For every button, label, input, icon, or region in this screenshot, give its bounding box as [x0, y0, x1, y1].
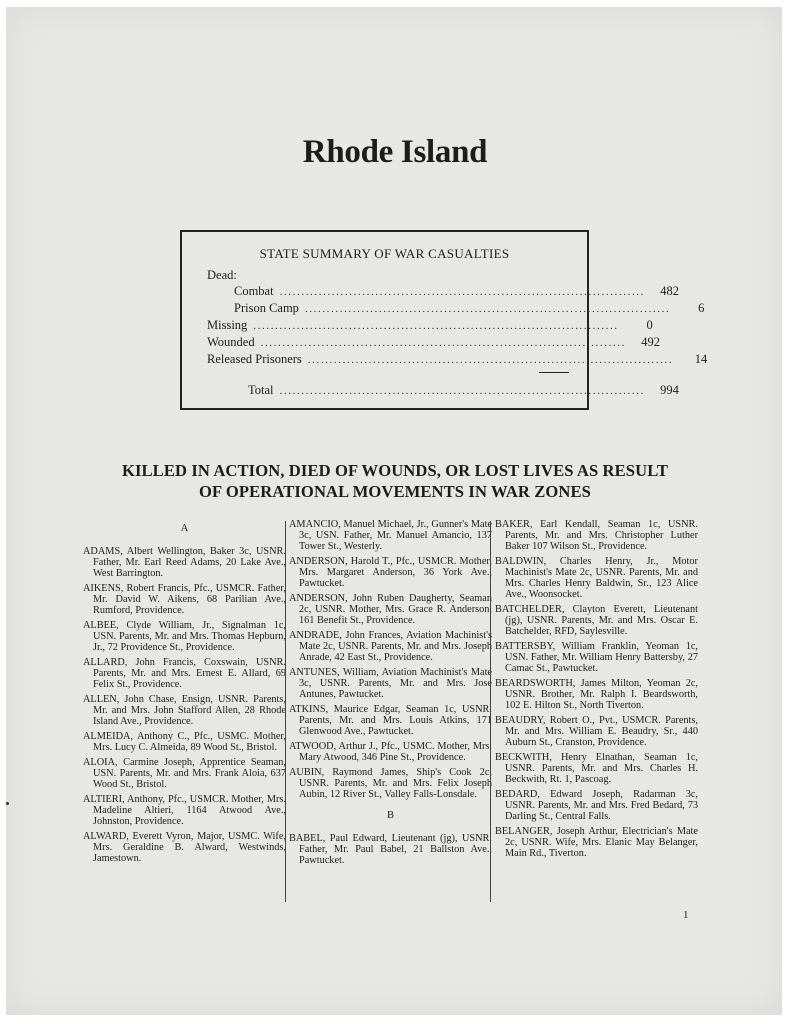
casualty-entry: BELANGER, Joseph Arthur, Electrician's Mate 2c, USNR. Wife, Mrs. Elanic May Belanger, Main Rd., Tiverton.: [495, 826, 698, 859]
summary-value: 492: [641, 335, 661, 349]
summary-row-missing: [207, 318, 653, 334]
casualty-column-3: [495, 519, 698, 863]
casualty-entry: ANDRADE, John Frances, Aviation Machinist's Mate 2c, USNR. Parents, Mr. and Mrs. Joseph Anrade, 42 East St., Providence.: [289, 630, 492, 663]
dot-leader: ....................................................................................: [279, 286, 645, 298]
casualty-entry: ALOIA, Carmine Joseph, Apprentice Seaman, USN. Parents, Mr. and Mrs. Frank Aloia, 637 Wood St., Bristol.: [83, 757, 286, 790]
summary-heading: STATE SUMMARY OF WAR CASUALTIES: [259, 246, 510, 261]
casualty-entry: AIKENS, Robert Francis, Pfc., USMCR. Father, Mr. David W. Aikens, 68 Parilian Ave., Rumford, Providence.: [83, 583, 286, 616]
casualty-entry: BAKER, Earl Kendall, Seaman 1c, USNR. Parents, Mr. and Mrs. Christopher Luther Baker 107 Wilson St., Providence.: [495, 519, 698, 552]
dot-leader: ....................................................................................: [279, 385, 645, 397]
page-title: Rhode Island: [302, 134, 488, 170]
summary-value: 994: [660, 383, 679, 397]
casualty-entry: BABEL, Paul Edward, Lieutenant (jg), USNR. Father, Mr. Paul Babel, 21 Ballston Ave., Pawtucket.: [289, 833, 492, 866]
section-heading-line: KILLED IN ACTION, DIED OF WOUNDS, OR LOST LIVES AS RESULT: [121, 461, 669, 480]
casualty-entry: BEARDSWORTH, James Milton, Yeoman 2c, USNR. Brother, Mr. Ralph I. Beardsworth, 102 E. Hilton St., North Tiverton.: [495, 678, 698, 711]
punch-mark: [6, 802, 9, 805]
summary-value: 14: [694, 352, 708, 366]
casualty-column-2: [289, 519, 492, 870]
casualty-entry: BECKWITH, Henry Elnathan, Seaman 1c, USNR. Parents, Mr. and Mrs. Charles H. Beckwith, Rt. 1, Pascoag.: [495, 752, 698, 785]
summary-row-released-prisoners: [207, 352, 708, 368]
casualty-entry: ANTUNES, William, Aviation Machinist's Mate 3c, USNR. Parents, Mr. and Mrs. Jose Antunes, Pawtucket.: [289, 667, 492, 700]
dot-leader: ....................................................................................: [307, 354, 674, 366]
summary-label: Combat: [234, 284, 274, 298]
summary-value: 0: [646, 318, 653, 332]
summary-value: 6: [698, 301, 705, 315]
page-number: 1: [683, 909, 689, 921]
summary-label: Wounded: [207, 335, 255, 349]
casualty-summary-box: [180, 230, 708, 410]
total-rule: [539, 372, 569, 373]
column-divider: [490, 521, 491, 902]
alpha-letter-heading: B: [386, 810, 394, 821]
summary-row-prison-camp: [234, 301, 705, 317]
summary-row-wounded: [207, 335, 661, 351]
casualty-entry: ALTIERI, Anthony, Pfc., USMCR. Mother, Mrs. Madeline Altieri, 1164 Atwood Ave., Johnston, Providence.: [83, 794, 286, 827]
column-divider: [285, 521, 286, 902]
casualty-entry: BEDARD, Edward Joseph, Radarman 3c, USNR. Parents, Mr. and Mrs. Fred Bedard, 73 Darling St., Central Falls.: [495, 789, 698, 822]
section-heading-line: OF OPERATIONAL MOVEMENTS IN WAR ZONES: [198, 482, 591, 501]
summary-label: Prison Camp: [234, 301, 299, 315]
casualty-entry: ALLEN, John Chase, Ensign, USNR. Parents, Mr. and Mrs. John Stafford Allen, 28 Rhode Island Ave., Providence.: [83, 694, 286, 727]
casualty-entry: ADAMS, Albert Wellington, Baker 3c, USNR. Father, Mr. Earl Reed Adams, 20 Lake Ave., West Barrington.: [83, 546, 286, 579]
casualty-entry: ALBEE, Clyde William, Jr., Signalman 1c, USN. Parents, Mr. and Mrs. Thomas Hepburn, Jr., 72 Providence St., Providence.: [83, 620, 286, 653]
summary-label: Released Prisoners: [207, 352, 302, 366]
summary-value: 482: [660, 284, 679, 298]
casualty-entry: BEAUDRY, Robert O., Pvt., USMCR. Parents, Mr. and Mrs. William E. Beaudry, Sr., 440 Auburn St., Cranston, Providence.: [495, 715, 698, 748]
casualty-entry: AMANCIO, Manuel Michael, Jr., Gunner's Mate 3c, USN. Father, Mr. Manuel Amancio, 137 Tower St., Westerly.: [289, 519, 492, 552]
casualty-entry: ALLARD, John Francis, Coxswain, USNR. Parents, Mr. and Mrs. Ernest E. Allard, 69 Felix St., Providence.: [83, 657, 286, 690]
summary-label: Total: [248, 383, 274, 397]
dead-label: Dead:: [207, 268, 237, 282]
casualty-entry: ATWOOD, Arthur J., Pfc., USMC. Mother, Mrs. Mary Atwood, 346 Pine St., Providence.: [289, 741, 492, 763]
summary-label: Missing: [207, 318, 248, 332]
casualty-entry: ATKINS, Maurice Edgar, Seaman 1c, USNR. Parents, Mr. and Mrs. Louis Atkins, 171 Glenwood Ave., Pawtucket.: [289, 704, 492, 737]
summary-row-total: [248, 383, 679, 399]
section-heading: [0, 460, 790, 502]
casualty-entry: ANDERSON, Harold T., Pfc., USMCR. Mother, Mrs. Margaret Anderson, 36 York Ave., Pawtucket.: [289, 556, 492, 589]
casualty-entry: BATTERSBY, William Franklin, Yeoman 1c, USN. Father, Mr. William Henry Battersby, 27 Camac St., Pawtucket.: [495, 641, 698, 674]
casualty-entry: AUBIN, Raymond James, Ship's Cook 2c, USNR. Parents, Mr. and Mrs. Felix Joseph Aubin, 12 River St., Valley Falls-Lonsdale.: [289, 767, 492, 800]
casualty-entry: BATCHELDER, Clayton Everett, Lieutenant (jg), USNR. Parents, Mr. and Mrs. Oscar E. Batchelder, RFD, Saylesville.: [495, 604, 698, 637]
casualty-entry: ALMEIDA, Anthony C., Pfc., USMC. Mother, Mrs. Lucy C. Almeida, 89 Wood St., Bristol.: [83, 731, 286, 753]
dot-leader: ....................................................................................: [260, 337, 627, 349]
dot-leader: ....................................................................................: [304, 303, 671, 315]
alpha-letter-heading: A: [180, 523, 189, 534]
casualty-entry: BALDWIN, Charles Henry, Jr., Motor Machinist's Mate 2c, USNR. Parents, Mr. and Mrs. Charles Henry Baldwin, Sr., 123 Alice Ave., Woonsocket.: [495, 556, 698, 600]
dot-leader: ....................................................................................: [253, 320, 619, 332]
casualty-column-1: [83, 519, 286, 868]
casualty-entry: ANDERSON, John Ruben Daugherty, Seaman 2c, USNR. Mother, Mrs. Grace R. Anderson, 161 Benefit St., Providence.: [289, 593, 492, 626]
casualty-entry: ALWARD, Everett Vyron, Major, USMC. Wife, Mrs. Geraldine B. Alward, Westwinds, Jamestown.: [83, 831, 286, 864]
summary-row-combat: [234, 284, 679, 300]
